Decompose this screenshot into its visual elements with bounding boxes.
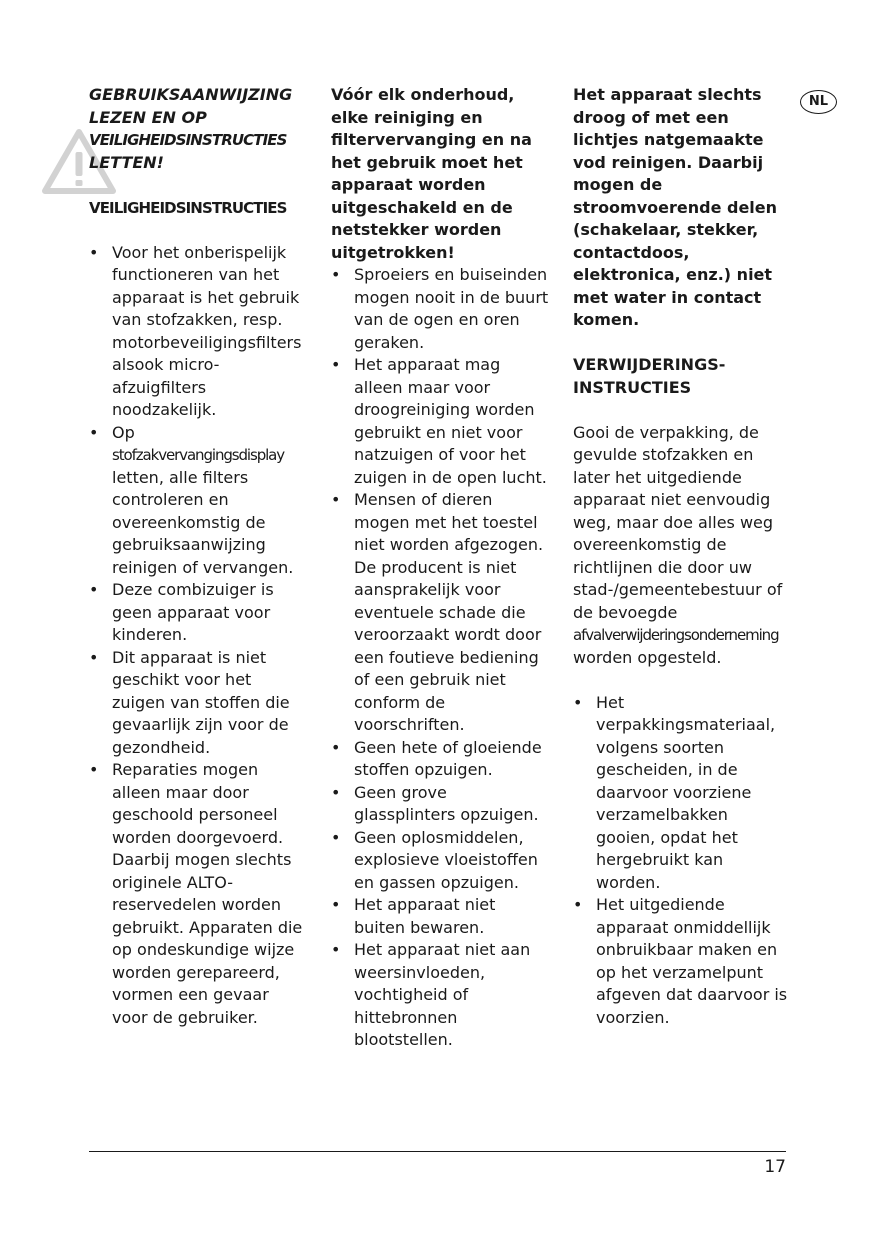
list-item: • Reparaties mogen alleen maar door geschoold personeel worden doorgevoerd. Daarbij mogen slechts originele ALTO-reservedelen worden gebruikt. Apparaten die op ondeskundige wijze worden gerepareerd, vormen een gevaar voor de gebruiker. [89, 759, 309, 1029]
column-3 [573, 84, 791, 1029]
list-item: • Het verpakkingsmateriaal, volgens soorten gescheiden, in de daarvoor voorziene verzamelbakken gooien, opdat het hergebruikt kan worden. [573, 692, 791, 895]
column-1 [89, 84, 309, 1029]
list-item: • Geen hete of gloeiende stoffen opzuigen. [331, 737, 551, 782]
list-item: • Geen grove glassplinters opzuigen. [331, 782, 551, 827]
cleaning-warning: Het apparaat slechts droog of met een lichtjes natgemaakte vod reinigen. Daarbij mogen de stroomvoerende delen (schakelaar, stekker, contactdoos, elektronica, enz.) niet met water in contact komen. [573, 85, 778, 329]
list-item: • Het uitgediende apparaat onmiddellijk onbruikbaar maken en op het verzamelpunt afgeven dat daarvoor is voorzien. [573, 894, 791, 1029]
list-item: • Mensen of dieren mogen met het toestel niet worden afgezogen. De producent is niet aansprakelijk voor eventuele schade die veroorzaakt wordt door een foutieve bediening of een gebruik niet conform de voorschriften. [331, 489, 551, 737]
list-item: • Sproeiers en buiseinden mogen nooit in de buurt van de ogen en oren geraken. [331, 264, 551, 354]
list-item: • Het apparaat mag alleen maar voor droogreiniging worden gebruikt en niet voor natzuigen of voor het zuigen in de open lucht. [331, 354, 551, 489]
footer-rule [89, 1151, 786, 1152]
safety-heading: VEILIGHEIDSINSTRUCTIES [89, 198, 287, 217]
language-badge: NL [800, 90, 837, 114]
disposal-paragraph: Gooi de verpakking, de gevulde stofzakken en later het uitgediende apparaat niet eenvoudig weg, maar doe alles weg overeenkomstig de richtlijnen die door uw stad-/gemeentebestuur of de bevoegde afvalverwijderingsonderneming worden opgesteld. [573, 422, 783, 667]
disposal-heading: VERWIJDERINGS- INSTRUCTIES [573, 355, 726, 397]
column-2 [331, 84, 551, 1052]
page-number: 17 [764, 1157, 786, 1177]
list-item: • Het apparaat niet buiten bewaren. [331, 894, 551, 939]
manual-warning-title: GEBRUIKSAANWIJZING LEZEN EN OP VEILIGHEIDSINSTRUCTIES LETTEN! [89, 85, 293, 172]
list-item: • Geen oplosmiddelen, explosieve vloeistoffen en gassen opzuigen. [331, 827, 551, 895]
maintenance-warning: Vóór elk onderhoud, elke reiniging en filtervervanging en na het gebruik moet het apparaat worden uitgeschakeld en de netstekker worden uitgetrokken! [331, 85, 532, 262]
list-item: • Deze combizuiger is geen apparaat voor kinderen. [89, 579, 309, 647]
safety-list [89, 242, 309, 1030]
list-item: • Op stofzakvervangingsdisplay letten, alle filters controleren en overeenkomstig de gebruiksaanwijzing reinigen of vervangen. [89, 422, 309, 580]
list-item: • Het apparaat niet aan weersinvloeden, vochtigheid of hittebronnen blootstellen. [331, 939, 551, 1052]
list-item: • Voor het onberispelijk functioneren van het apparaat is het gebruik van stofzakken, resp. motorbeveiligingsfilters alsook micro-afzuigfilters noodzakelijk. [89, 242, 309, 422]
disposal-list [573, 692, 791, 1030]
usage-list [331, 264, 551, 1052]
list-item: • Dit apparaat is niet geschikt voor het zuigen van stoffen die gevaarlijk zijn voor de gezondheid. [89, 647, 309, 760]
